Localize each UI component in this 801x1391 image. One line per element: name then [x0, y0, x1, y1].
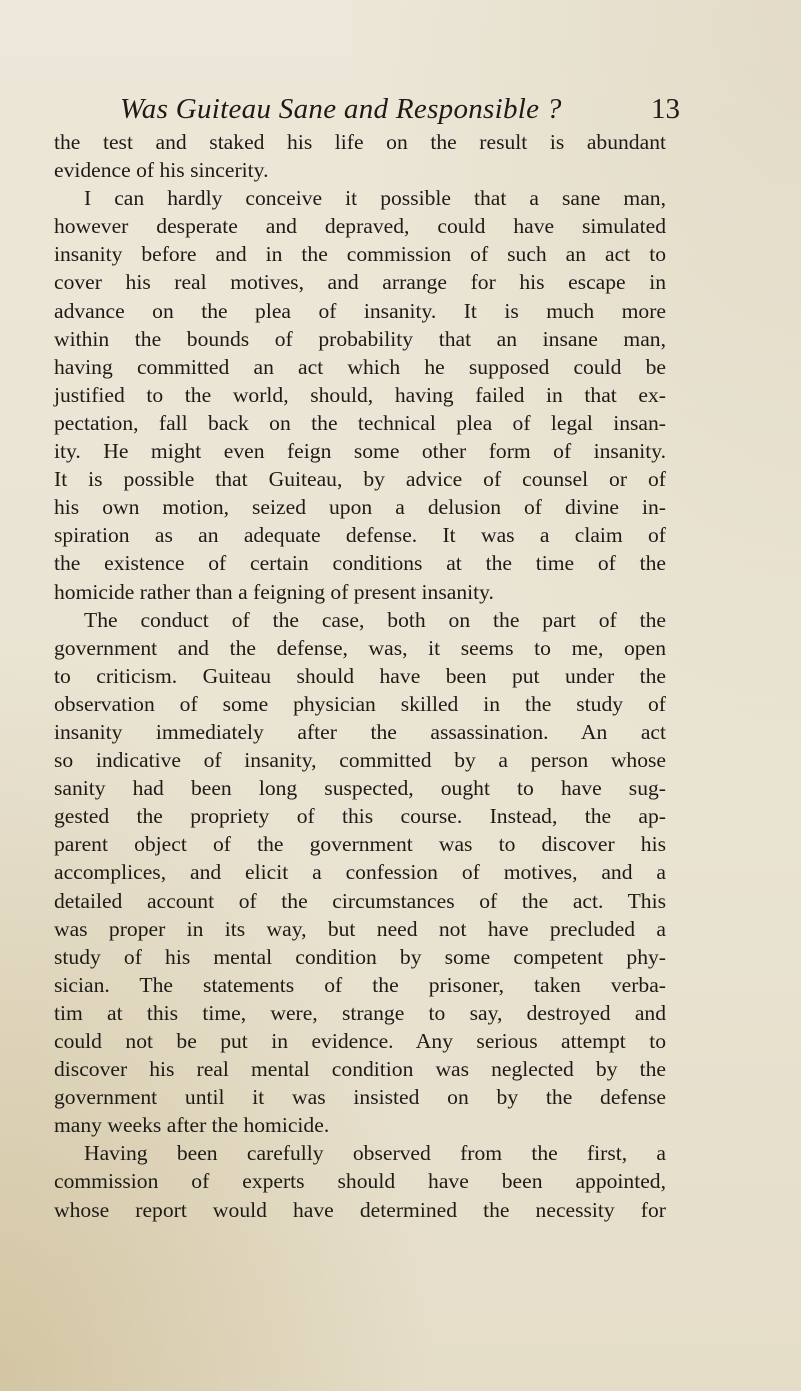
text-line: having committed an act which he supposed could be	[54, 354, 666, 379]
text-line: It is possible that Guiteau, by advice of counsel or of	[54, 467, 666, 492]
text-line: evidence of his sincerity.	[54, 158, 269, 183]
text-line: to criticism. Guiteau should have been put under the	[54, 663, 666, 688]
text-line: I can hardly conceive it possible that a sane man,	[84, 186, 666, 211]
text-line: the test and staked his life on the result is abundant	[54, 130, 666, 154]
text-line: his own motion, seized upon a delusion of divine in-	[54, 495, 666, 520]
text-line: observation of some physician skilled in the study of	[54, 691, 666, 716]
text-line: so indicative of insanity, committed by a person whose	[54, 748, 666, 773]
text-line: advance on the plea of insanity. It is much more	[54, 298, 666, 323]
text-line: detailed account of the circumstances of the act. This	[54, 888, 666, 913]
text-line: justified to the world, should, having failed in that ex-	[54, 382, 666, 407]
text-line: insanity before and in the commission of such an act to	[54, 242, 666, 267]
running-head	[120, 93, 680, 133]
body-text	[54, 128, 666, 1224]
text-line: sician. The statements of the prisoner, taken verba-	[54, 972, 666, 997]
text-line: homicide rather than a feigning of present insanity.	[54, 579, 494, 604]
text-line: however desperate and depraved, could have simulated	[54, 214, 666, 239]
page-number: 13	[651, 93, 680, 125]
text-line: insanity immediately after the assassination. An act	[54, 719, 666, 744]
text-line: could not be put in evidence. Any serious attempt to	[54, 1029, 666, 1053]
text-line: sanity had been long suspected, ought to have sug-	[54, 776, 666, 801]
text-line: ity. He might even feign some other form of insanity.	[54, 439, 666, 464]
text-line: pectation, fall back on the technical plea of legal insan-	[54, 410, 666, 435]
text-line: within the bounds of probability that an insane man,	[54, 326, 666, 351]
text-line: many weeks after the homicide.	[54, 1113, 330, 1138]
text-line: study of his mental condition by some competent phy-	[54, 944, 666, 969]
text-line: government until it was insisted on by the defense	[54, 1085, 666, 1110]
running-title: Was Guiteau Sane and Responsible ?	[120, 93, 562, 125]
text-line: government and the defense, was, it seems to me, open	[54, 635, 666, 660]
text-line: whose report would have determined the necessity for	[54, 1197, 666, 1222]
text-line: was proper in its way, but need not have precluded a	[54, 916, 666, 941]
text-line: gested the propriety of this course. Instead, the ap-	[54, 804, 666, 829]
text-line: discover his real mental condition was neglected by the	[54, 1057, 666, 1082]
text-line: The conduct of the case, both on the part of the	[84, 607, 666, 632]
text-line: tim at this time, were, strange to say, destroyed and	[54, 1000, 666, 1025]
text-line: the existence of certain conditions at the time of the	[54, 551, 666, 576]
text-line: spiration as an adequate defense. It was a claim of	[54, 523, 666, 548]
text-line: commission of experts should have been appointed,	[54, 1169, 666, 1194]
text-line: cover his real motives, and arrange for his escape in	[54, 270, 666, 295]
text-line: parent object of the government was to discover his	[54, 832, 666, 857]
text-line: accomplices, and elicit a confession of motives, and a	[54, 860, 666, 885]
text-line: Having been carefully observed from the first, a	[84, 1141, 666, 1166]
